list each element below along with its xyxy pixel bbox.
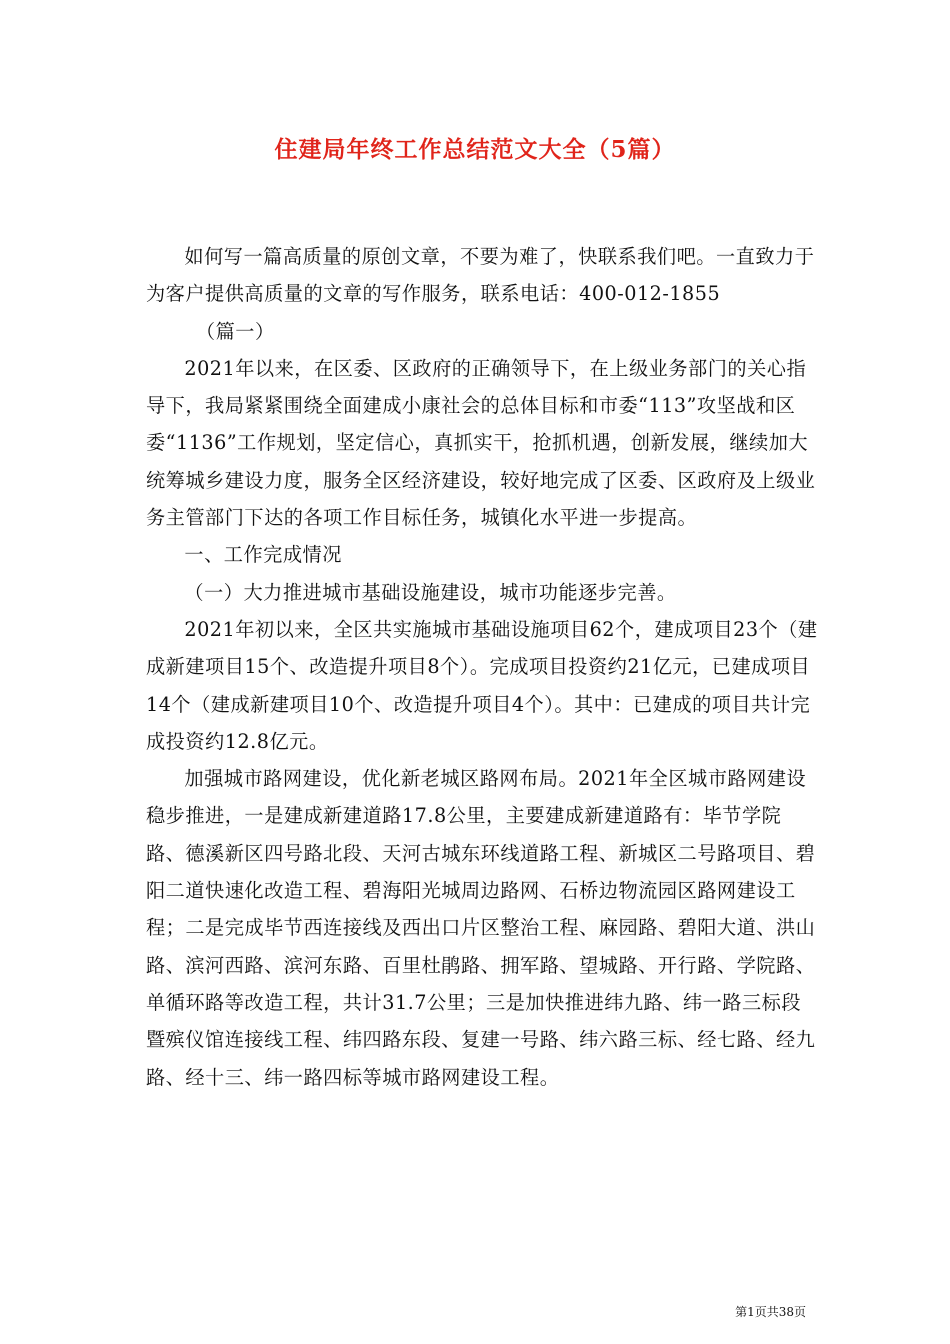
page-number: 第1页共38页 [735,1305,806,1319]
body-paragraph: 2021年初以来，全区共实施城市基础设施项目62个，建成项目23个（建成新建项目15个、改造提升项目8个）。完成项目投资约21亿元，已建成项目14个（建成新建项目10个、改造提升项目4个）。其中：已建成的项目共计完成投资约12.8亿元。 [146,617,818,753]
body-paragraph: 加强城市路网建设，优化新老城区路网布局。2021年全区城市路网建设稳步推进，一是建成新建道路17.8公里，主要建成新建道路有：毕节学院路、德溪新区四号路北段、天河古城东环线道路工程、新城区二号路项目、碧阳二道快速化改造工程、碧海阳光城周边路网、石桥边物流园区路网建设工程；二是完成毕节西连接线及西出口片区整治工程、麻园路、碧阳大道、洪山路、滨河西路、滨河东路、百里杜鹃路、拥军路、望城路、开行路、学院路、单循环路等改造工程，共计31.7公里；三是加快推进纬九路、纬一路三标段暨殡仪馆连接线工程、纬四路东段、复建一号路、纬六路三标、经七路、经九路、经十三、纬一路四标等城市路网建设工程。 [146,767,816,1089]
section-marker: （篇一） [195,319,275,343]
section-heading: 一、工作完成情况 [184,543,342,567]
document-title: 住建局年终工作总结范文大全（5篇） [274,136,676,163]
subsection-heading: （一）大力推进城市基础设施建设，城市功能逐步完善。 [184,580,677,604]
document-body [146,238,818,1096]
intro-paragraph: 如何写一篇高质量的原创文章，不要为难了，快联系我们吧。一直致力于为客户提供高质量的文章的写作服务，联系电话：400-012-1855 [146,245,815,306]
body-paragraph: 2021年以来，在区委、区政府的正确领导下，在上级业务部门的关心指导下，我局紧紧围绕全面建成小康社会的总体目标和市委“113”攻坚战和区委“1136”工作规划，坚定信心，真抓实干，抢抓机遇，创新发展，继续加大统筹城乡建设力度，服务全区经济建设，较好地完成了区委、区政府及上级业务主管部门下达的各项工作目标任务，城镇化水平进一步提高。 [146,356,816,530]
